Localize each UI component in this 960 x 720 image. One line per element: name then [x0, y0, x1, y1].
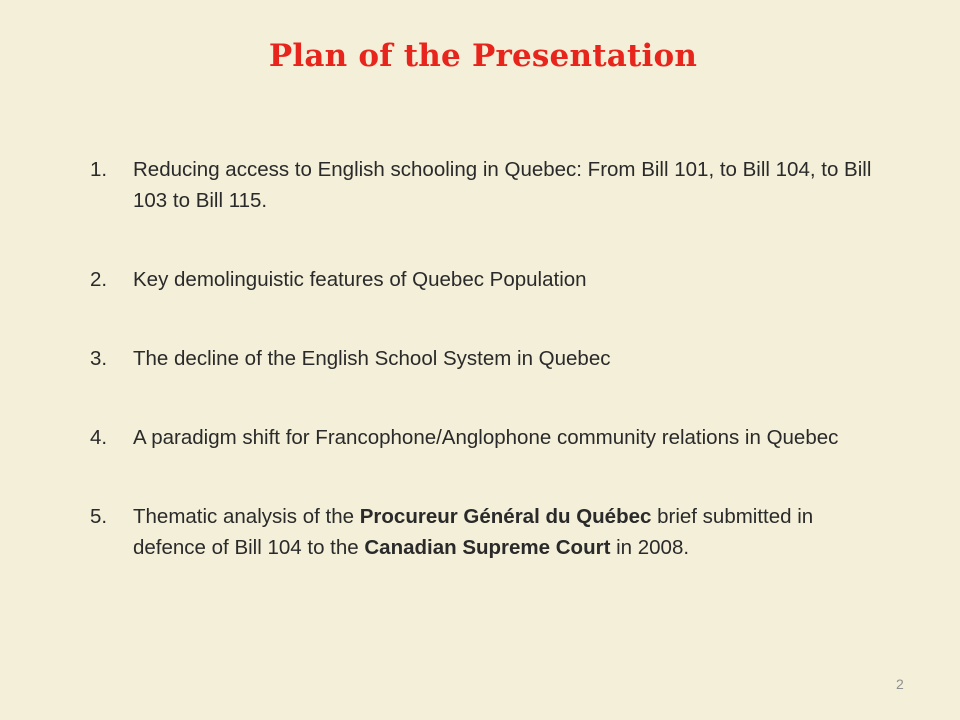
agenda-item-1	[90, 154, 880, 216]
agenda-item-number: 3.	[90, 347, 108, 370]
page-number: 2	[896, 676, 904, 692]
agenda-item-text-segment: Thematic analysis of the	[133, 505, 360, 528]
agenda-item-4	[90, 422, 880, 453]
agenda-item-text	[133, 505, 813, 559]
agenda-item-text-segment: Key demolinguistic features of Quebec Population	[133, 268, 587, 291]
agenda-item-5	[90, 501, 880, 563]
agenda-item-bold-segment: Canadian Supreme Court	[364, 536, 611, 559]
agenda-item-text	[133, 268, 587, 291]
agenda-item-number: 4.	[90, 426, 108, 449]
agenda-item-text-segment: The decline of the English School System in Quebec	[133, 347, 611, 370]
agenda-item-text-segment: A paradigm shift for Francophone/Anglophone community relations in Quebec	[133, 426, 839, 449]
agenda-item-text-segment: brief submitted in defence of Bill 104 to the	[133, 505, 814, 559]
agenda-item-number: 1.	[90, 158, 108, 181]
agenda-item-text-segment: in 2008.	[610, 536, 690, 559]
agenda-item-text-segment: Reducing access to English schooling in Quebec: From Bill 101, to Bill 104, to Bill 103 to Bill 115.	[133, 158, 872, 212]
agenda-item-text	[133, 426, 838, 449]
agenda-item-number: 5.	[90, 505, 108, 528]
agenda-item-bold-segment: Procureur Général du Québec	[359, 505, 652, 528]
agenda-item-text	[133, 158, 871, 212]
agenda-item-3	[90, 343, 880, 374]
slide-title: Plan of the Presentation	[268, 38, 698, 74]
agenda-item-number: 2.	[90, 268, 108, 291]
agenda-item-2	[90, 264, 880, 295]
agenda-list	[90, 154, 880, 563]
agenda-item-text	[133, 347, 610, 370]
